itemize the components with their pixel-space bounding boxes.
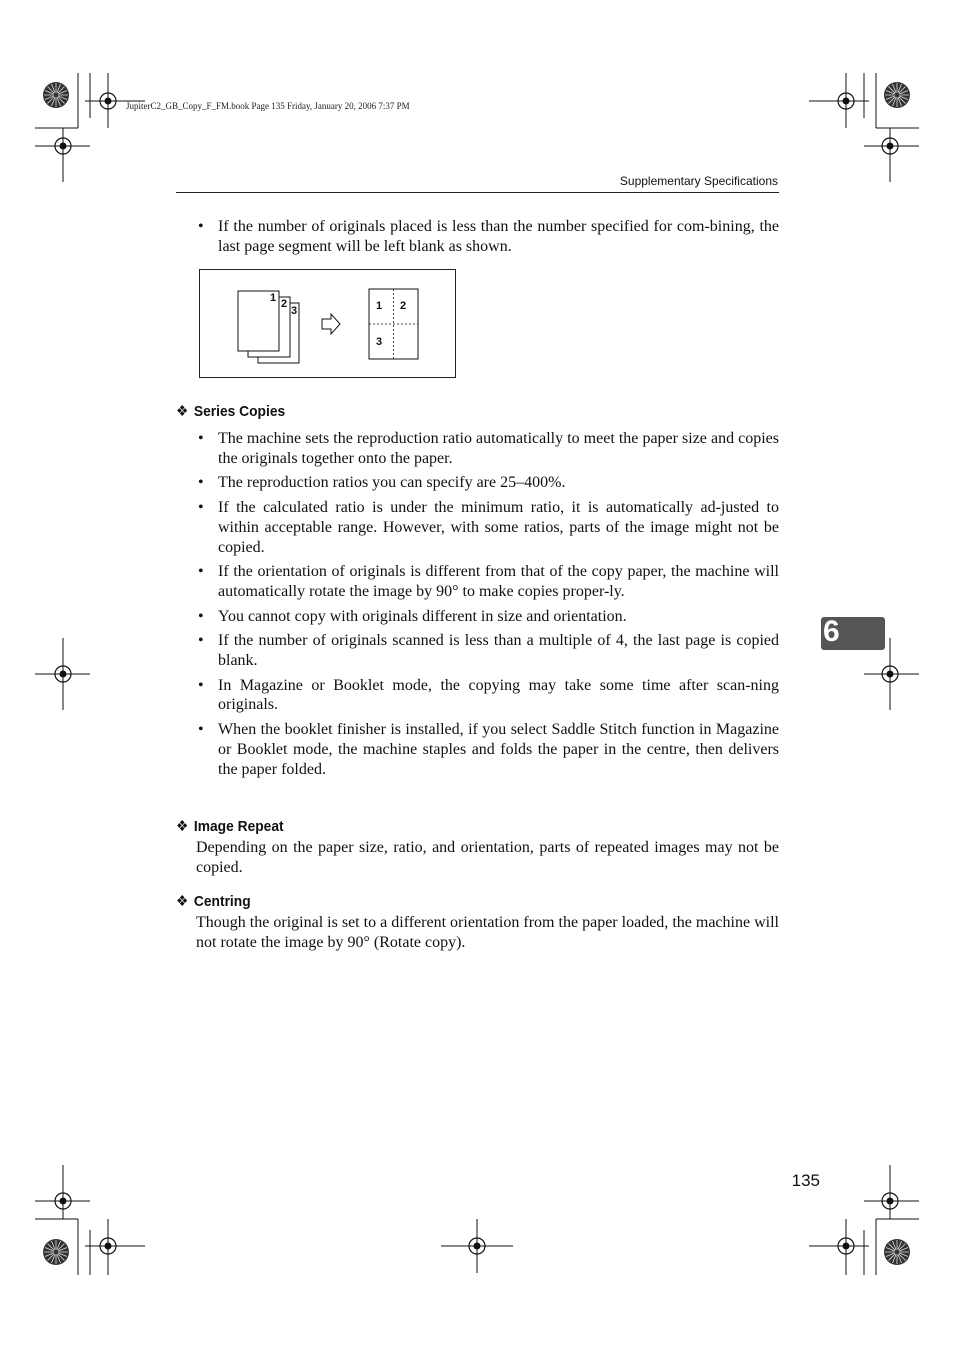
diamond-bullet-icon: ❖ [176, 818, 189, 835]
list-item: • In Magazine or Booklet mode, the copying may take some time after scan-ning originals. [196, 676, 779, 715]
series-copies-list [196, 429, 779, 784]
result-label: 2 [400, 300, 407, 312]
list-item: • The reproduction ratios you can specify are 25–400%. [196, 473, 779, 493]
color-target-icon [43, 1239, 69, 1265]
header-rule [176, 192, 779, 193]
stack-label: 1 [270, 292, 277, 304]
stack-label: 2 [281, 298, 288, 310]
combine-diagram [200, 270, 457, 379]
list-item: • The machine sets the reproduction ratio automatically to meet the paper size and copies the originals together onto the paper. [196, 429, 779, 468]
file-info-slug: JupiterC2_GB_Copy_F_FM.book Page 135 Friday, January 20, 2006 7:37 PM [126, 101, 410, 111]
section-heading-centring [176, 892, 251, 910]
list-item: • When the booklet finisher is installed, if you select Saddle Stitch function in Magazine or Booklet mode, the machine staples and folds the paper in the centre, then delivers the paper folded. [196, 720, 779, 779]
running-header: Supplementary Specifications [619, 174, 778, 188]
list-item: • You cannot copy with originals different in size and orientation. [196, 607, 779, 627]
list-item: • If the calculated ratio is under the minimum ratio, it is automatically ad-justed to within acceptable range. However, with some ratios, parts of the image might not be copied. [196, 498, 779, 557]
arrow-right-icon [322, 314, 340, 334]
diamond-bullet-icon: ❖ [176, 403, 189, 420]
centring-text: Though the original is set to a different orientation from the paper loaded, the machine will not rotate the image by 90° (Rotate copy). [196, 914, 779, 951]
stack-label: 3 [291, 305, 298, 317]
combine-figure [199, 269, 456, 378]
intro-bullet-list [196, 217, 779, 261]
section-heading-series-copies [176, 402, 285, 420]
list-item: • If the orientation of originals is different from that of the copy paper, the machine will automatically rotate the image by 90° to make copies proper-ly. [196, 562, 779, 601]
color-target-icon [43, 82, 69, 108]
page-number: 135 [791, 1171, 820, 1190]
color-target-icon [884, 1239, 910, 1265]
diamond-bullet-icon: ❖ [176, 893, 189, 910]
image-repeat-text: Depending on the paper size, ratio, and orientation, parts of repeated images may not be copied. [196, 839, 779, 876]
color-target-icon [884, 82, 910, 108]
heading-label: Centring [193, 893, 251, 910]
section-heading-image-repeat [176, 817, 284, 835]
result-label: 3 [376, 336, 383, 348]
heading-label: Series Copies [193, 403, 286, 420]
list-item: • If the number of originals scanned is less than a multiple of 4, the last page is copied blank. [196, 631, 779, 670]
chapter-number: 6 [823, 615, 840, 648]
list-item: • If the number of originals placed is less than the number specified for com-bining, the last page segment will be left blank as shown. [196, 217, 779, 256]
result-label: 1 [376, 300, 383, 312]
heading-label: Image Repeat [193, 818, 284, 835]
